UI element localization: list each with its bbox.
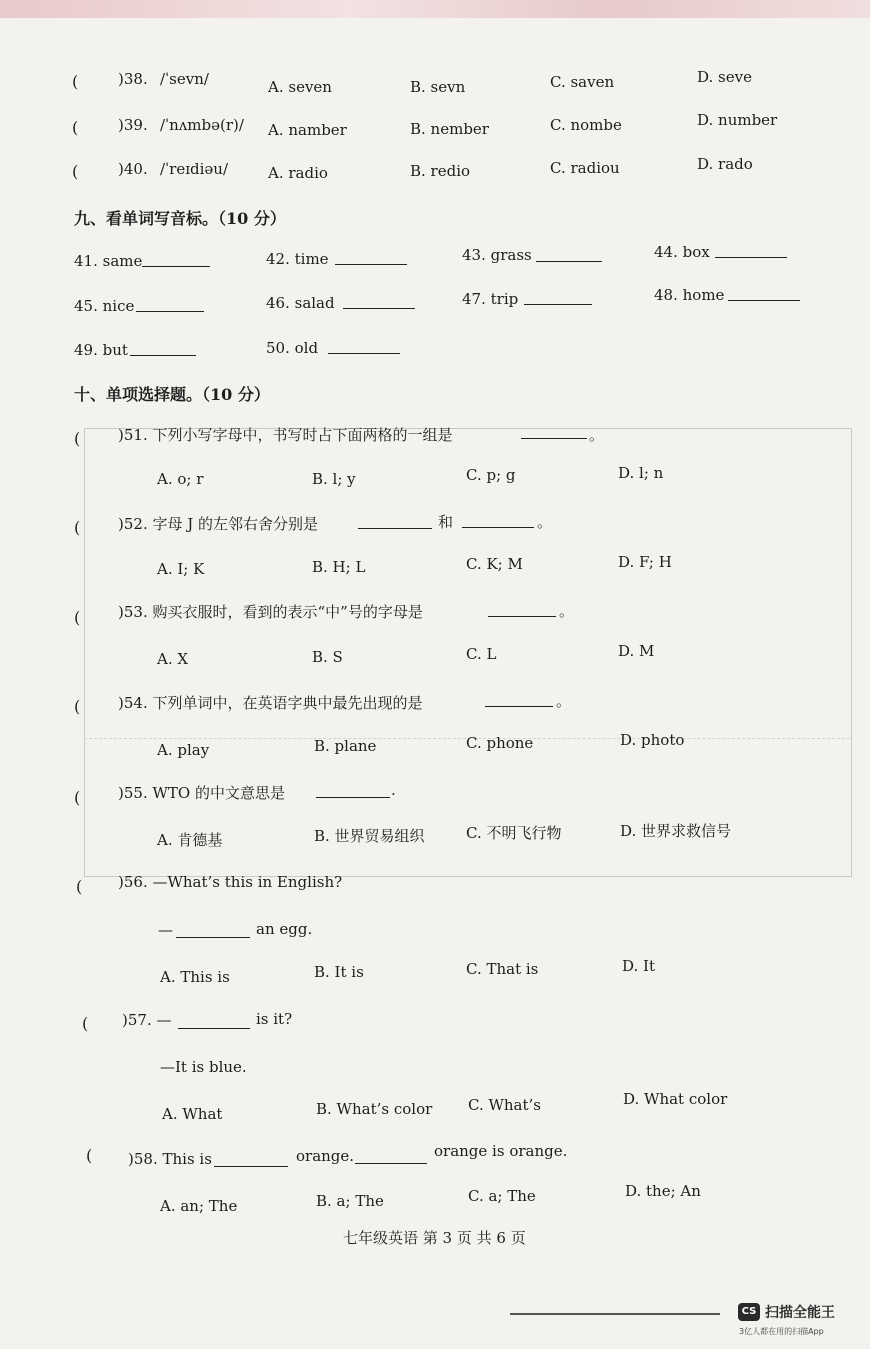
- answer-blank[interactable]: [358, 514, 432, 529]
- answer-blank[interactable]: [343, 294, 415, 309]
- answer-blank[interactable]: [335, 250, 407, 265]
- answer-blank[interactable]: [524, 290, 592, 305]
- option-c: C. What’s: [468, 1096, 541, 1114]
- option-b: B. H; L: [312, 558, 366, 576]
- phonetic: /ˈreɪdiəu/: [160, 160, 229, 178]
- option-c: C. p; g: [466, 466, 516, 484]
- option-d: D. the; An: [625, 1182, 701, 1200]
- answer-blank[interactable]: [178, 1014, 250, 1029]
- option-a: A. I; K: [157, 560, 205, 578]
- option-a: A. X: [157, 650, 189, 668]
- answer-blank[interactable]: [328, 339, 400, 354]
- option-a: A. What: [162, 1105, 223, 1123]
- option-a: A. 肯德基: [157, 831, 223, 849]
- answer-blank[interactable]: [488, 602, 556, 617]
- answer-blank[interactable]: [462, 513, 534, 528]
- option-c: C. That is: [466, 960, 539, 978]
- answer-paren: (: [74, 788, 81, 807]
- question-number: )38.: [118, 70, 148, 88]
- option-d: D. l; n: [618, 464, 664, 482]
- answer-paren: (: [86, 1146, 93, 1165]
- option-b: B. redio: [410, 162, 471, 180]
- option-c: C. radiou: [550, 159, 620, 177]
- scan-edge-line: [510, 1313, 720, 1315]
- option-c: C. L: [466, 645, 497, 663]
- option-a: A. radio: [268, 164, 328, 182]
- answer-blank[interactable]: [536, 247, 602, 262]
- option-d: D. What color: [623, 1090, 728, 1108]
- option-a: A. This is: [160, 968, 230, 986]
- camscanner-logo-icon: CS: [738, 1303, 760, 1321]
- answer-paren: (: [74, 697, 81, 716]
- option-d: D. F; H: [618, 553, 672, 571]
- option-d: D. photo: [620, 731, 685, 749]
- option-b: B. sevn: [410, 78, 466, 96]
- option-d: D. rado: [697, 155, 753, 173]
- answer-blank[interactable]: [130, 341, 196, 356]
- option-b: B. plane: [314, 737, 377, 755]
- option-b: B. What’s color: [316, 1100, 433, 1118]
- option-d: D. seve: [697, 68, 752, 86]
- phonetic: /ˈsevn/: [160, 70, 209, 88]
- option-d: D. 世界求救信号: [620, 822, 732, 840]
- option-a: A. an; The: [160, 1197, 238, 1215]
- option-b: B. S: [312, 648, 343, 666]
- option-c: C. saven: [550, 73, 615, 91]
- answer-paren: (: [72, 72, 79, 91]
- option-b: B. a; The: [316, 1192, 384, 1210]
- page-footer: 七年级英语 第 3 页 共 6 页: [343, 1229, 526, 1247]
- option-d: D. It: [622, 957, 655, 975]
- option-a: A. o; r: [157, 470, 204, 488]
- option-a: A. namber: [268, 121, 347, 139]
- option-c: C. phone: [466, 734, 534, 752]
- answer-paren: (: [74, 518, 81, 537]
- answer-paren: (: [72, 162, 79, 181]
- answer-blank[interactable]: [176, 923, 250, 938]
- option-b: B. It is: [314, 963, 364, 981]
- answer-paren: (: [82, 1014, 89, 1033]
- answer-blank[interactable]: [142, 252, 210, 267]
- answer-blank[interactable]: [136, 297, 204, 312]
- option-a: A. seven: [268, 78, 332, 96]
- option-d: D. M: [618, 642, 655, 660]
- answer-blank[interactable]: [485, 692, 553, 707]
- option-c: C. nombe: [550, 116, 622, 134]
- answer-blank[interactable]: [355, 1149, 427, 1164]
- watermark-subtitle: 3亿人都在用的扫描App: [739, 1327, 824, 1336]
- section-nine-title: 九、看单词写音标。（10 分）: [74, 209, 286, 228]
- option-a: A. play: [157, 741, 210, 759]
- question-number: )40.: [118, 160, 148, 178]
- option-c: C. a; The: [468, 1187, 536, 1205]
- option-b: B. l; y: [312, 470, 356, 488]
- answer-blank[interactable]: [715, 243, 787, 258]
- option-b: B. 世界贸易组织: [314, 827, 425, 845]
- answer-paren: (: [72, 118, 79, 137]
- section-ten-title: 十、单项选择题。（10 分）: [74, 385, 270, 404]
- option-c: C. K; M: [466, 555, 523, 573]
- answer-paren: (: [76, 877, 83, 896]
- phonetic: /ˈnʌmbə(r)/: [160, 116, 244, 134]
- option-d: D. number: [697, 111, 778, 129]
- watermark-name: 扫描全能王: [765, 1305, 835, 1321]
- answer-blank[interactable]: [316, 783, 390, 798]
- option-b: B. nember: [410, 120, 489, 138]
- answer-paren: (: [74, 429, 81, 448]
- answer-blank[interactable]: [214, 1152, 288, 1167]
- answer-blank[interactable]: [521, 424, 587, 439]
- question-number: )39.: [118, 116, 148, 134]
- top-edge: [0, 0, 870, 18]
- option-c: C. 不明飞行物: [466, 824, 562, 842]
- answer-paren: (: [74, 608, 81, 627]
- answer-blank[interactable]: [728, 286, 800, 301]
